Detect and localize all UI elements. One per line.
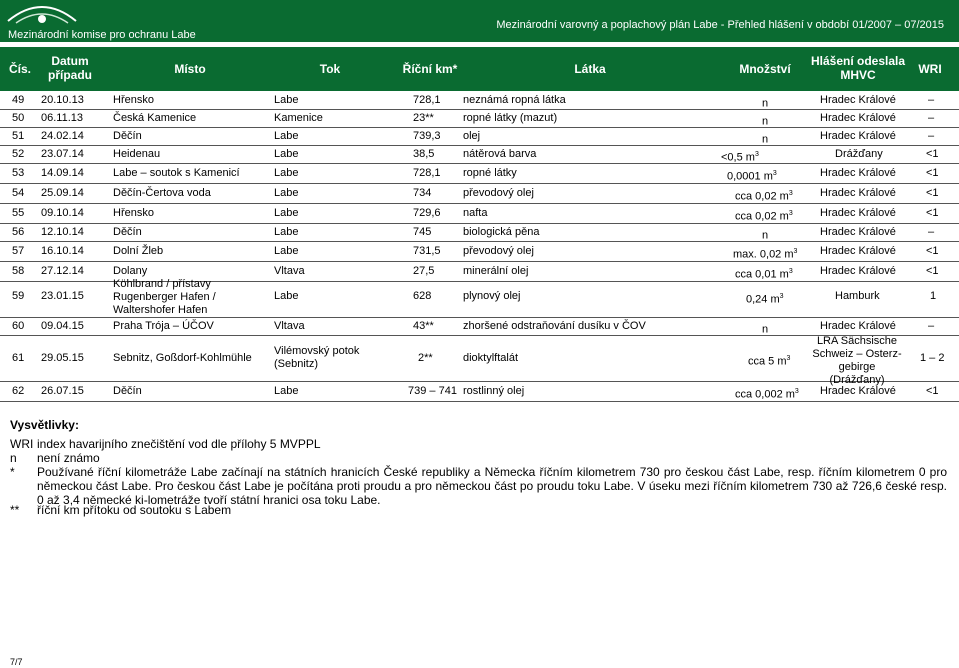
cell-quantity-value: cca 0,02 m — [735, 210, 789, 223]
col-datum — [40, 54, 100, 82]
cell-river-line: Vilémovský potok — [274, 345, 360, 357]
cell-quantity-value: n — [762, 97, 769, 110]
ikse-mkol-logo — [6, 1, 78, 27]
cell-reporter: Hradec Králové — [820, 245, 896, 257]
table-row — [0, 381, 959, 402]
cell-substance: minerální olej — [463, 265, 529, 277]
cell-number: 54 — [12, 187, 25, 199]
cell-substance: rostlinný olej — [463, 385, 525, 397]
col-wri: WRI — [918, 62, 942, 76]
cell-river: Labe — [274, 207, 299, 219]
col-km: Říční km* — [402, 62, 458, 76]
cell-quantity-value: 0,24 m — [746, 293, 780, 306]
cell-wri: 1 – 2 — [920, 352, 945, 364]
cell-number: 62 — [12, 385, 25, 397]
cell-river: Labe — [274, 130, 299, 142]
cell-wri: – — [928, 320, 935, 332]
cell-quantity-value: max. 0,02 m — [733, 248, 794, 261]
legend-title: Vysvětlivky: — [10, 418, 79, 432]
header-band — [0, 0, 959, 42]
cell-reporter: Hradec Králové — [820, 167, 896, 179]
table-row — [0, 278, 959, 318]
col-datum-line2: případu — [48, 68, 92, 82]
cell-substance: převodový olej — [463, 187, 534, 199]
cell-date: 25.09.14 — [41, 187, 84, 199]
cell-place — [113, 278, 216, 317]
cell-date: 23.01.15 — [41, 290, 84, 302]
col-latka: Látka — [574, 62, 606, 76]
cell-substance: ropné látky (mazut) — [463, 112, 558, 124]
cell-km: 23** — [413, 112, 434, 124]
cell-quantity — [733, 245, 797, 262]
cell-date: 27.12.14 — [41, 265, 84, 277]
cell-quantity-sup: 3 — [754, 151, 759, 158]
cell-place: Heidenau — [113, 148, 161, 160]
cell-substance: dioktylftalát — [463, 352, 519, 364]
cell-quantity-sup: 3 — [772, 170, 777, 177]
cell-quantity-value: n — [762, 133, 769, 146]
table-row — [0, 223, 959, 242]
cell-river — [274, 345, 359, 371]
cell-number: 56 — [12, 226, 25, 238]
cell-reporter-line: gebirge — [838, 361, 876, 373]
cell-quantity-sup: 3 — [794, 388, 799, 395]
cell-substance: zhoršené odstraňování dusíku v ČOV — [463, 320, 646, 332]
cell-km: 43** — [413, 320, 434, 332]
cell-quantity-sup: 3 — [788, 268, 793, 275]
plan-title: Mezinárodní varovný a poplachový plán Labe - Přehled hlášení v období 01/2007 – 07/2015 — [496, 19, 944, 31]
cell-km: 745 — [413, 226, 432, 238]
cell-date: 12.10.14 — [41, 226, 84, 238]
cell-river: Labe — [274, 167, 299, 179]
table-row — [0, 91, 959, 110]
cell-number: 55 — [12, 207, 25, 219]
cell-number: 49 — [12, 94, 25, 106]
cell-wri: <1 — [926, 265, 939, 277]
cell-river: Labe — [274, 187, 299, 199]
cell-wri: <1 — [926, 207, 939, 219]
cell-place: Sebnitz, Goßdorf-Kohlmühle — [113, 352, 252, 364]
cell-reporter: Hradec Králové — [820, 94, 896, 106]
legend-text: říční km přítoku od soutoku s Labem — [37, 503, 232, 517]
cell-wri: – — [928, 94, 935, 106]
cell-substance: neznámá ropná látka — [463, 94, 566, 106]
cell-quantity-value: <0,5 m — [721, 151, 755, 164]
cell-number: 52 — [12, 148, 25, 160]
cell-reporter-line: Schweiz – Osterz- — [812, 348, 902, 360]
cell-date: 26.07.15 — [41, 385, 84, 397]
cell-wri: <1 — [926, 385, 939, 397]
cell-quantity — [748, 352, 790, 369]
cell-quantity-value: n — [762, 323, 769, 336]
table-row — [0, 127, 959, 146]
cell-place: Hřensko — [113, 94, 154, 106]
cell-km: 739,3 — [413, 130, 441, 142]
cell-km: 734 — [413, 187, 432, 199]
cell-reporter: Hradec Králové — [820, 265, 896, 277]
table-row — [0, 317, 959, 336]
cell-km: 2** — [418, 352, 433, 364]
cell-river: Labe — [274, 94, 299, 106]
cell-quantity-value: n — [762, 229, 769, 242]
cell-date: 20.10.13 — [41, 94, 84, 106]
cell-number: 51 — [12, 130, 25, 142]
cell-quantity-value: cca 0,01 m — [735, 268, 789, 281]
col-datum-line1: Datum — [51, 54, 89, 68]
table-row — [0, 163, 959, 184]
cell-km: 27,5 — [413, 265, 435, 277]
cell-reporter: Hamburk — [835, 290, 880, 302]
cell-river-line: (Sebnitz) — [274, 358, 319, 370]
col-hlaseni — [808, 54, 908, 82]
col-mnozstvi: Množství — [739, 62, 791, 76]
table-row — [0, 335, 959, 386]
cell-quantity-sup: 3 — [786, 355, 791, 362]
cell-quantity-value: cca 0,002 m — [735, 388, 795, 401]
cell-number: 59 — [12, 290, 25, 302]
cell-reporter: Hradec Králové — [820, 112, 896, 124]
org-name: Mezinárodní komise pro ochranu Labe — [8, 29, 196, 41]
cell-number: 58 — [12, 265, 25, 277]
legend-key: n — [10, 451, 17, 465]
cell-reporter: Hradec Králové — [820, 385, 896, 397]
cell-quantity — [735, 265, 793, 282]
table-header — [0, 47, 959, 91]
cell-km: 739 – 741 — [408, 385, 457, 397]
cell-river: Labe — [274, 226, 299, 238]
cell-number: 50 — [12, 112, 25, 124]
cell-place-line: Waltershofer Hafen — [113, 304, 208, 316]
cell-reporter: Hradec Králové — [820, 207, 896, 219]
cell-km: 628 — [413, 290, 432, 302]
cell-wri: – — [928, 226, 935, 238]
cell-quantity — [735, 187, 793, 204]
cell-quantity — [727, 167, 777, 184]
legend-text: není známo — [37, 451, 100, 465]
cell-place: Dolní Žleb — [113, 245, 164, 257]
cell-wri: – — [928, 112, 935, 124]
cell-date: 23.07.14 — [41, 148, 84, 160]
col-tok: Tok — [319, 62, 341, 76]
cell-reporter-line: (Drážďany) — [829, 374, 885, 386]
cell-river: Vltava — [274, 320, 305, 332]
cell-quantity-sup: 3 — [788, 190, 793, 197]
cell-substance: biologická pěna — [463, 226, 540, 238]
cell-number: 60 — [12, 320, 25, 332]
cell-quantity-sup: 3 — [779, 293, 784, 300]
cell-date: 09.04.15 — [41, 320, 84, 332]
table-row — [0, 183, 959, 204]
cell-place-line: Köhlbrand / přístavy — [113, 278, 211, 290]
cell-date: 06.11.13 — [41, 112, 84, 124]
cell-date: 24.02.14 — [41, 130, 84, 142]
cell-wri: <1 — [926, 167, 939, 179]
cell-date: 29.05.15 — [41, 352, 84, 364]
cell-reporter-line: LRA Sächsische — [816, 335, 898, 347]
col-misto: Místo — [174, 62, 206, 76]
col-hlaseni-line1: Hlášení odeslala — [810, 54, 906, 68]
cell-place: Labe – soutok s Kamenicí — [113, 167, 240, 179]
page-number: 7/7 — [10, 657, 23, 667]
table-row — [0, 109, 959, 128]
cell-quantity-value: 0,0001 m — [727, 170, 773, 183]
cell-number: 61 — [12, 352, 25, 364]
cell-reporter: Hradec Králové — [820, 320, 896, 332]
cell-substance: olej — [463, 130, 481, 142]
cell-wri: <1 — [926, 148, 939, 160]
cell-substance: ropné látky — [463, 167, 517, 179]
cell-number: 53 — [12, 167, 25, 179]
cell-quantity-value: n — [762, 115, 769, 128]
legend-key: WRI — [10, 437, 34, 451]
legend-key: ** — [10, 503, 20, 517]
legend-text: index havarijního znečištění vod dle přílohy 5 MVPPL — [37, 437, 321, 451]
cell-river: Vltava — [274, 265, 305, 277]
cell-quantity — [746, 290, 784, 307]
cell-quantity-value: cca 0,02 m — [735, 190, 789, 203]
cell-km: 38,5 — [413, 148, 435, 160]
cell-substance: převodový olej — [463, 245, 534, 257]
legend-text: Používané říční kilometráže Labe začínají na státních hranicích České republiky a Německa říčním kilometrem 730 pro českou část Labe, resp. říčním kilometrem 0 pro německou část Labe. Pro českou část Labe je počítána proti proudu a pro německou část po proudu toku Labe. V úseku mezi říčním kilometrem 730 až 726,6 české resp. 0 až 3,4 německé ki-lometráže tvoří státní hranici osa toku Labe. — [37, 465, 947, 507]
cell-wri: – — [928, 130, 935, 142]
cell-river: Labe — [274, 290, 299, 302]
cell-quantity-sup: 3 — [788, 210, 793, 217]
cell-place: Dolany — [113, 265, 148, 277]
table-row — [0, 145, 959, 164]
cell-km: 728,1 — [413, 94, 441, 106]
col-cis: Čís. — [8, 62, 31, 76]
cell-km: 728,1 — [413, 167, 441, 179]
cell-number: 57 — [12, 245, 25, 257]
cell-place: Děčín — [113, 226, 142, 238]
cell-date: 14.09.14 — [41, 167, 84, 179]
cell-quantity — [735, 207, 793, 224]
cell-place: Děčín — [113, 130, 142, 142]
cell-river: Labe — [274, 245, 299, 257]
cell-quantity-value: cca 5 m — [748, 355, 787, 368]
cell-reporter: Hradec Králové — [820, 226, 896, 238]
cell-place: Děčín-Čertova voda — [113, 187, 211, 199]
cell-reporter: Drážďany — [835, 148, 883, 160]
cell-date: 09.10.14 — [41, 207, 84, 219]
cell-wri: 1 — [930, 290, 937, 302]
table-row — [0, 203, 959, 224]
cell-place: Děčín — [113, 385, 142, 397]
cell-place-line: Rugenberger Hafen / — [113, 291, 216, 303]
cell-reporter — [808, 335, 906, 387]
cell-river: Labe — [274, 148, 299, 160]
cell-km: 731,5 — [413, 245, 441, 257]
cell-river: Kamenice — [274, 112, 323, 124]
cell-wri: <1 — [926, 187, 939, 199]
cell-place: Praha Trója – ÚČOV — [113, 320, 214, 332]
col-hlaseni-line2: MHVC — [840, 68, 876, 82]
table-row — [0, 241, 959, 262]
cell-reporter: Hradec Králové — [820, 130, 896, 142]
cell-date: 16.10.14 — [41, 245, 84, 257]
cell-substance: plynový olej — [463, 290, 521, 302]
cell-reporter: Hradec Králové — [820, 187, 896, 199]
cell-place: Hřensko — [113, 207, 154, 219]
cell-substance: nátěrová barva — [463, 148, 537, 160]
cell-km: 729,6 — [413, 207, 441, 219]
cell-quantity-sup: 3 — [793, 248, 798, 255]
legend-key: * — [10, 465, 15, 479]
cell-river: Labe — [274, 385, 299, 397]
cell-quantity — [735, 385, 799, 402]
cell-substance: nafta — [463, 207, 488, 219]
cell-wri: <1 — [926, 245, 939, 257]
cell-place: Česká Kamenice — [113, 112, 197, 124]
